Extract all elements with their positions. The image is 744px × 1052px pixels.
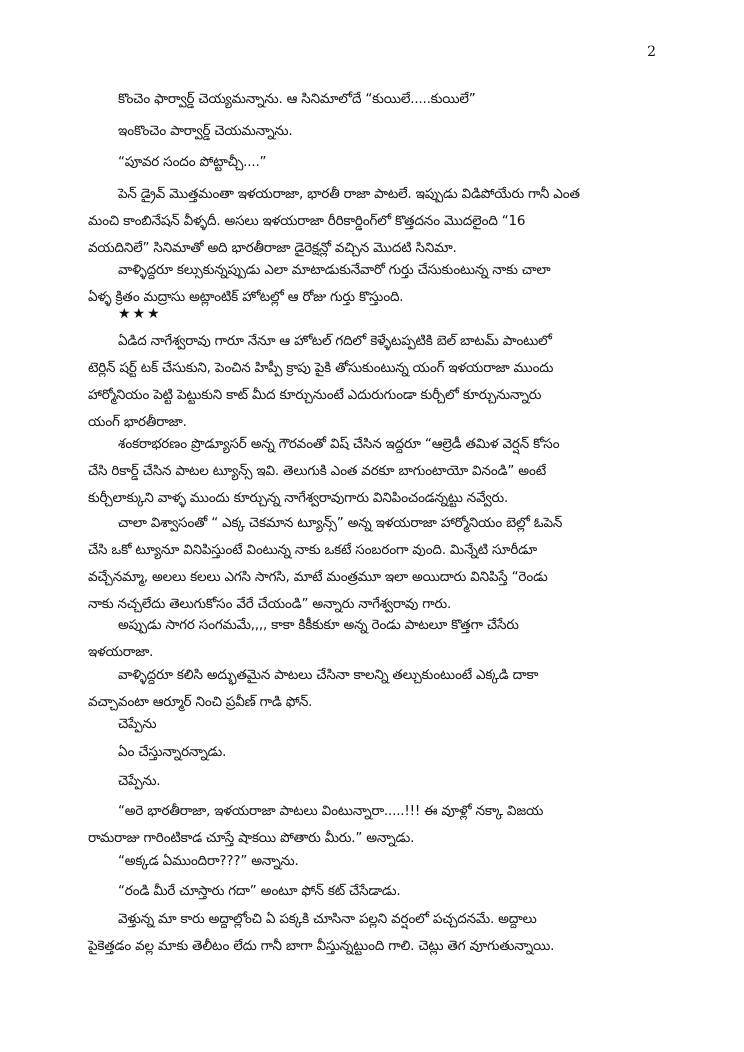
page-number: 2 [647,44,656,60]
paragraph-2 [88,118,688,145]
text-line: రామరాజు గారింటికాడ చూస్తే షాకయి పోతారు మీరు.” అన్నాడు. [88,830,415,846]
text-line: “రండి మీరే చూస్తారు గదా” అంటూ ఫోన్ కట్ చేసేడాడు. [118,883,401,899]
text-line: చాలా విశ్వాసంతో “ ఎక్క చెకమాన ట్యూన్స్” అన్న ఇళయరాజా హార్మోనియం బెల్లో ఓపెన్ [118,515,563,531]
paragraph-11 [88,711,688,738]
text-line: ఇళయరాజా. [88,644,154,660]
text-line: “అక్కడ ఏముందిరా???” అన్నాను. [118,853,299,869]
paragraph-14 [88,798,658,852]
paragraph-15 [88,848,688,875]
text-line: శంకరాభరణం ప్రొడ్యూసర్ అన్న గౌరవంతో విష్ చేసిన ఇద్దరూ “ఆల్రెడీ తమిళ వెర్షన్ కోసం [118,436,560,452]
paragraph-10 [88,662,658,716]
text-line: వయదినిలే” సినిమాతో అది భారతీరాజా డైరెక్షన్లో వచ్చిన మొదటి సినిమా. [88,240,457,256]
paragraph-4 [88,181,658,262]
text-line: టెర్లిన్ షర్ట్ టక్ చేసుకుని, పెంచిన హిప్పీ క్రాపు పైకి తోసుకుంటున్న యంగ్ ఇళయరాజా ముందు [88,360,554,376]
paragraph-17 [88,906,658,960]
text-line: చేసి ఒకో ట్యూనూ వినిపిస్తుంటే వింటున్న నాకు ఒకటే సంబరంగా వుంది. మిన్నేటి సూరీడూ [88,542,537,558]
text-line: “అరె భారతీరాజా, ఇళయరాజా పాటలు వింటున్నారా.....!!! ఈ వూళ్లో నక్కా విజయ [118,803,544,819]
text-line: పెన్ డ్రైవ్ మొత్తమంతా ఇళయరాజా, భారతీ రాజా పాటలే. ఇప్పుడు విడిపోయేరు గానీ ఎంత [118,186,580,202]
text-line: ఇంకొంచెం పార్వార్డ్ చెయమన్నాను. [118,123,293,139]
text-line: చెప్పేను. [118,773,161,789]
text-line: వచ్చావంటా ఆర్మూర్ నించి ప్రవీణ్ గాడి ఫోన్. [88,694,313,710]
text-line: వచ్చేనమ్మా, అలలు కలలు ఎగసి సాగసి, మాటే మంత్రమూ ఇలా అయిదారు వినిపిస్తే “రెండు [88,569,548,585]
paragraph-3 [88,149,688,176]
text-line: వాళ్ళిద్దరూ కల్సుకున్నప్పుడు ఎలా మాటాడుకునేవారో గుర్తు చేసుకుంటున్న నాకు చాలా [118,262,551,278]
text-line: కొంచెం ఫార్వార్డ్ చెయ్యమన్నాను. ఆ సినిమాలోదే “కుయిలే.....కుయిలే” [118,91,476,107]
text-line: నాకు నచ్చలేదు తెలుగుకోసం వేరే చేయండి” అన్నారు నాగేశ్వరావు గారు. [88,596,452,612]
text-line: వెళ్తున్న మా కారు అద్దాల్లోంచి ఏ పక్కకి చూసినా పల్లని వర్షంలో పచ్చదనమే. అద్దాలు [118,911,537,927]
paragraph-7 [88,431,658,512]
paragraph-6 [88,328,658,436]
paragraph-16 [88,878,688,905]
text-line: పైకెత్తడం వల్ల మాకు తెలీటం లేదు గానీ బాగా వీస్తున్నట్టుంది గాలి. చెట్లు తెగ వూగుతున్నాయి. [88,938,555,954]
text-line: యంగ్ భారతీరాజా. [88,414,187,430]
text-line: “పూవర సందం పోట్టాచ్చీ....” [118,154,267,170]
text-line: ఏం చేస్తున్నారన్నాడు. [118,744,227,760]
paragraph-5 [88,257,658,311]
text-line: చెప్పేను [118,716,157,732]
text-line: కుర్చీలాక్కుని వాళ్ళ ముందు కూర్చున్న నాగేశ్వరావుగారు వినిపించండన్నట్టు నవ్వేరు. [88,490,509,506]
paragraph-13 [88,768,688,795]
text-line: చేసి రికార్డ్ చేసిన పాటల ట్యూన్స్ ఇవి. తెలుగుకి ఎంత వరకూ బాగుంటాయో వినండి” అంటే [88,463,546,479]
section-separator: ★★★ [118,306,162,322]
paragraph-12 [88,739,688,766]
paragraph-1 [88,86,688,113]
text-line: ఏడిద నాగేశ్వరావు గారూ నేనూ ఆ హోటల్ గదిలో కెళ్ళేటప్పటికి బెల్ బాటమ్ పాంటులో [118,333,552,349]
text-line: మంచి కాంబినేషన్ వీళ్ళదీ. అసలు ఇళయరాజా రీరికార్డింగ్‌లో కొత్తదనం మొదలైంది “16 [88,213,526,229]
text-line: అప్పుడు సాగర సంగమమే,,,, కాకా కికీకుకూ అన్న రెండు పాటలూ కొత్తగా చేసేరు [118,617,519,633]
paragraph-9 [88,612,658,666]
paragraph-8 [88,510,658,618]
text-line: హార్మోనియం పెట్టి పెట్టుకుని కాట్ మీద కూర్చునుంటే ఎదురుగుండా కుర్చీలో కూర్చునున్నారు [88,387,542,403]
text-line: ఏళ్ళ క్రితం మద్రాసు అట్లాంటిక్ హోటల్లో ఆ రోజు గుర్తు కొస్తుంది. [88,289,404,305]
text-line: వాళ్ళిద్దరూ కలిసి అద్భుతమైన పాటలు చేసినా కాలన్ని తల్చుకుంటుంటే ఎక్కడి దాకా [118,667,539,683]
